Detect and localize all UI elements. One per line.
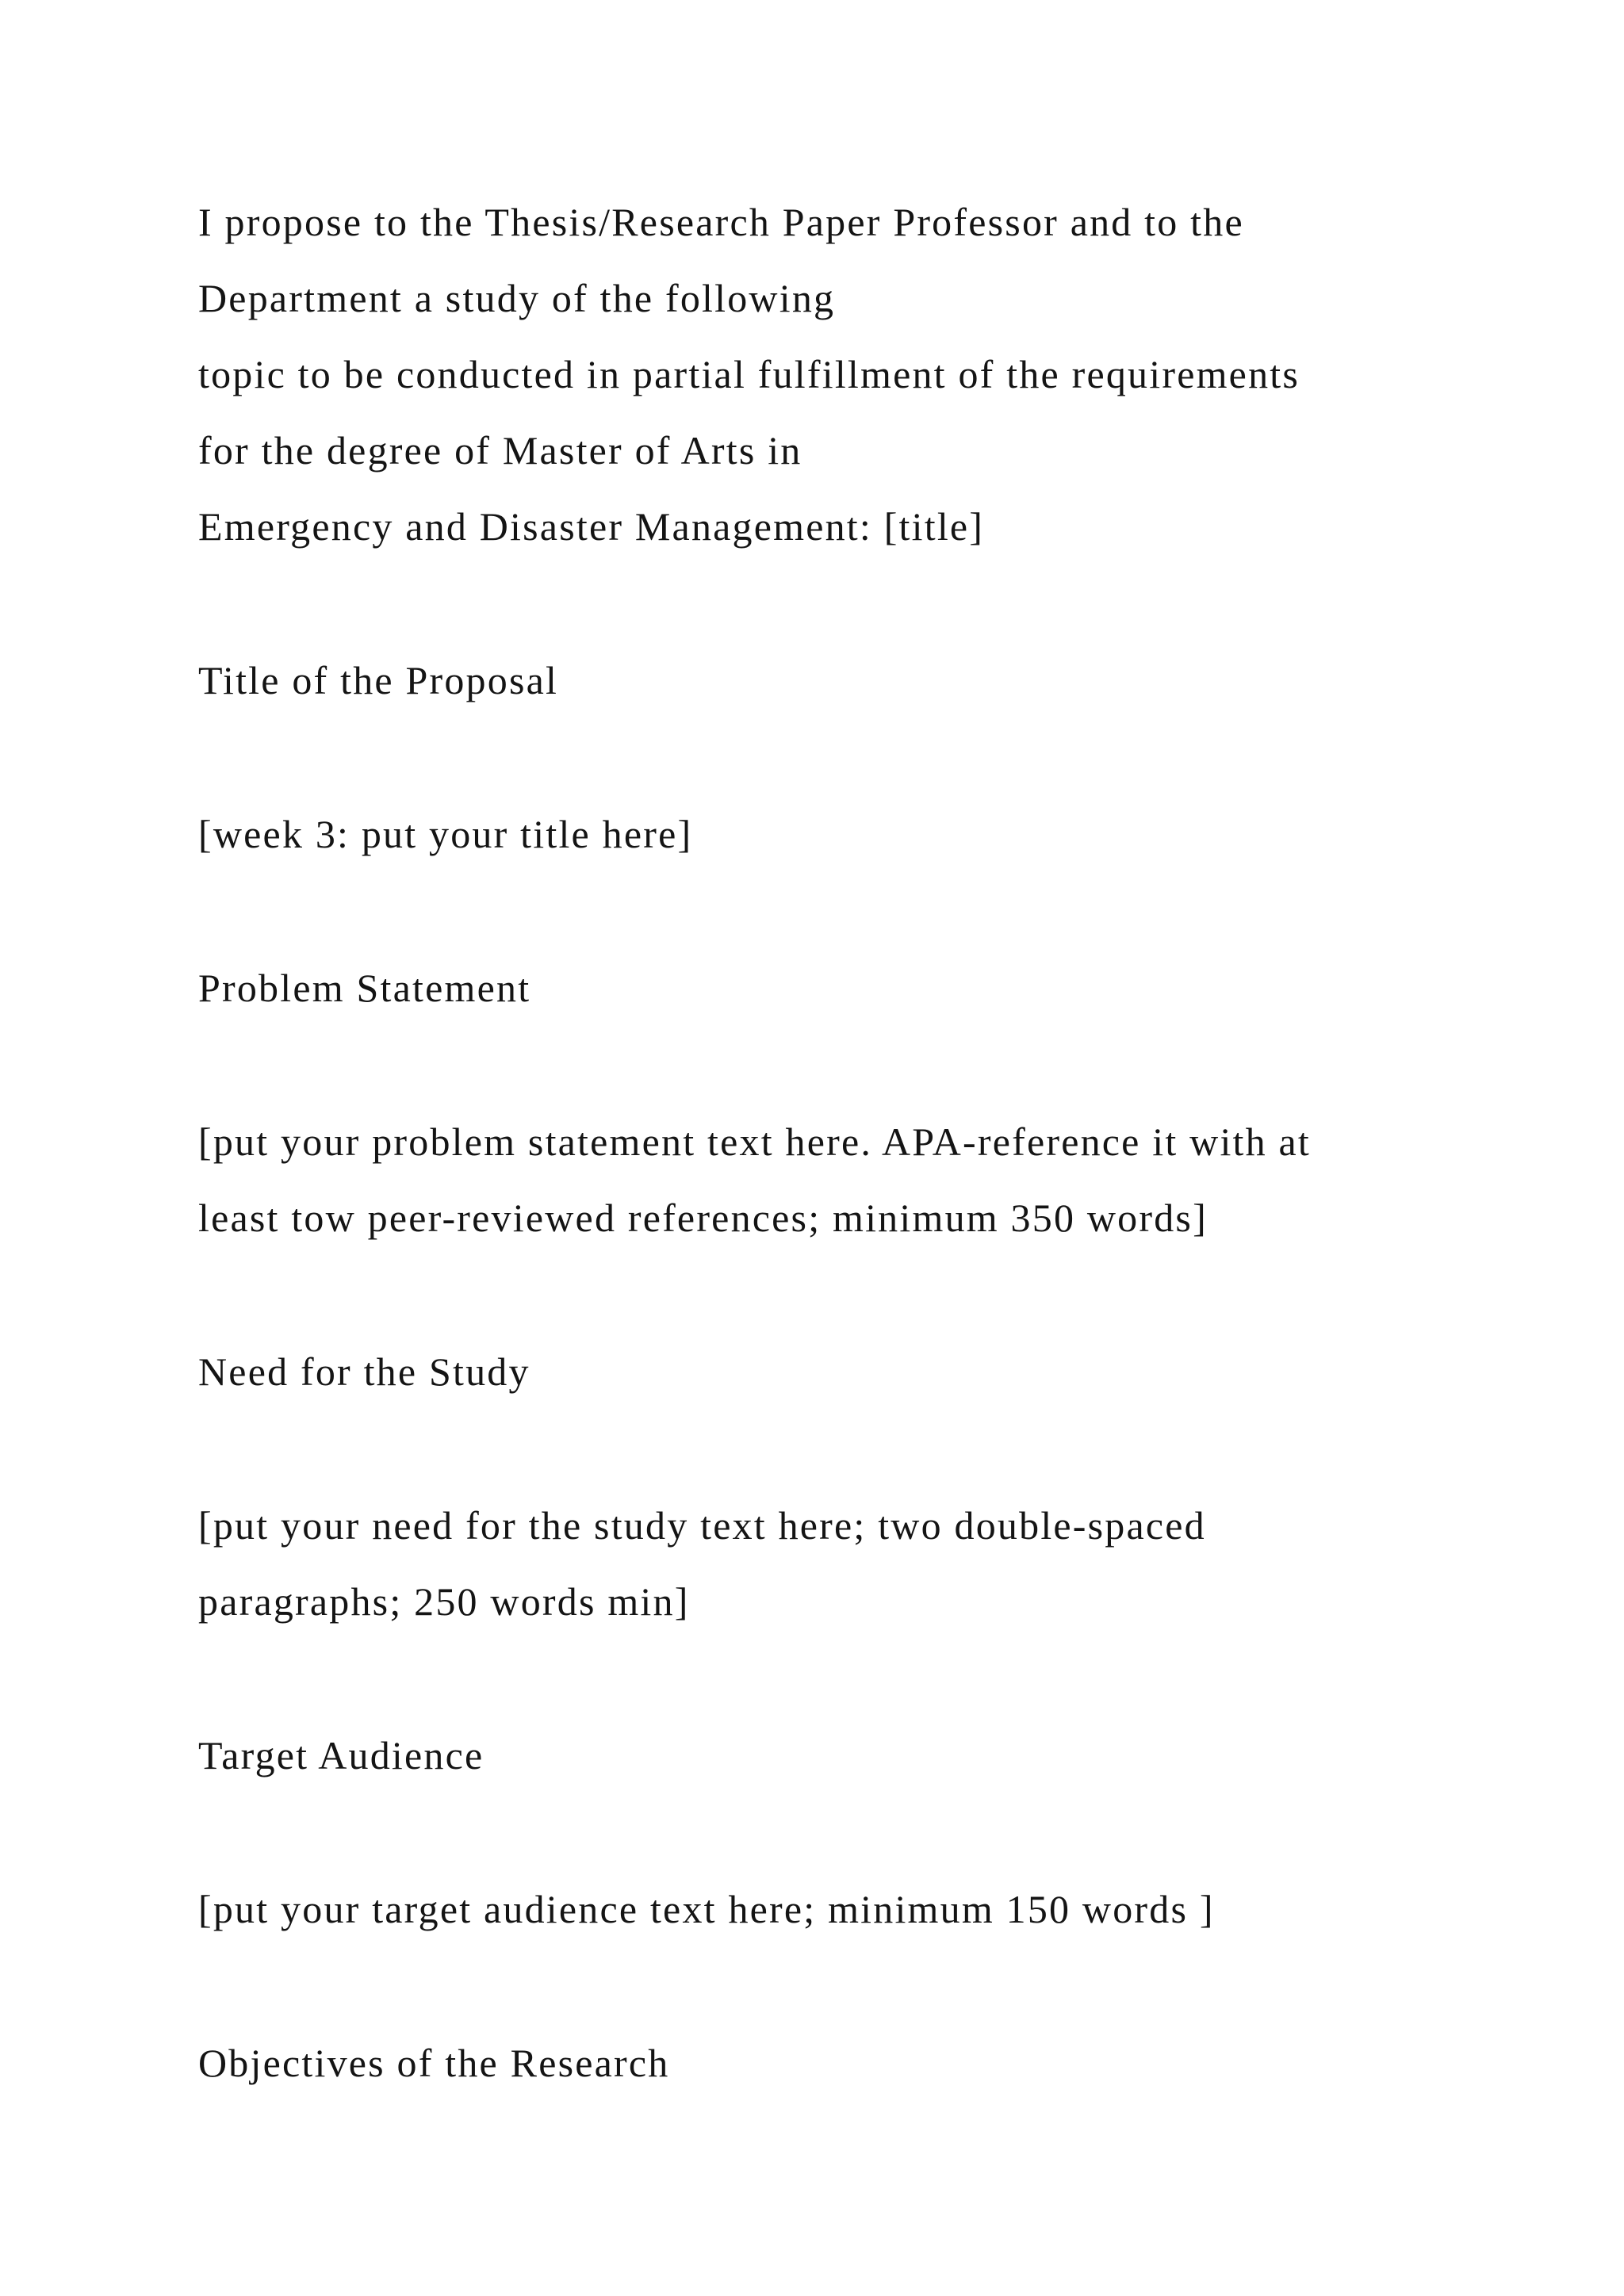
section-body-placeholder: [put your need for the study text here; two double-spaced (198, 1503, 1206, 1548)
section-heading-title-of-proposal: Title of the Proposal (198, 658, 559, 702)
section-heading-need-for-study: Need for the Study (198, 1349, 530, 1394)
section-heading-objectives: Objectives of the Research (198, 2041, 670, 2085)
section-heading-target-audience: Target Audience (198, 1733, 485, 1777)
section-body-placeholder: least tow peer-reviewed references; minimum 350 words] (198, 1196, 1208, 1240)
proposal-intro-line: I propose to the Thesis/Research Paper Professor and to the (198, 200, 1244, 244)
proposal-intro-line: Emergency and Disaster Management: [title] (198, 504, 985, 549)
section-heading-problem-statement: Problem Statement (198, 966, 531, 1010)
proposal-intro-line: for the degree of Master of Arts in (198, 428, 802, 473)
section-body-placeholder: paragraphs; 250 words min] (198, 1579, 690, 1624)
section-body-placeholder: [put your problem statement text here. APA-reference it with at (198, 1119, 1312, 1164)
proposal-intro-line: Department a study of the following (198, 276, 836, 320)
proposal-intro-line: topic to be conducted in partial fulfillment of the requirements (198, 352, 1300, 396)
section-body-placeholder: [week 3: put your title here] (198, 812, 693, 856)
section-body-placeholder: [put your target audience text here; minimum 150 words ] (198, 1887, 1215, 1931)
